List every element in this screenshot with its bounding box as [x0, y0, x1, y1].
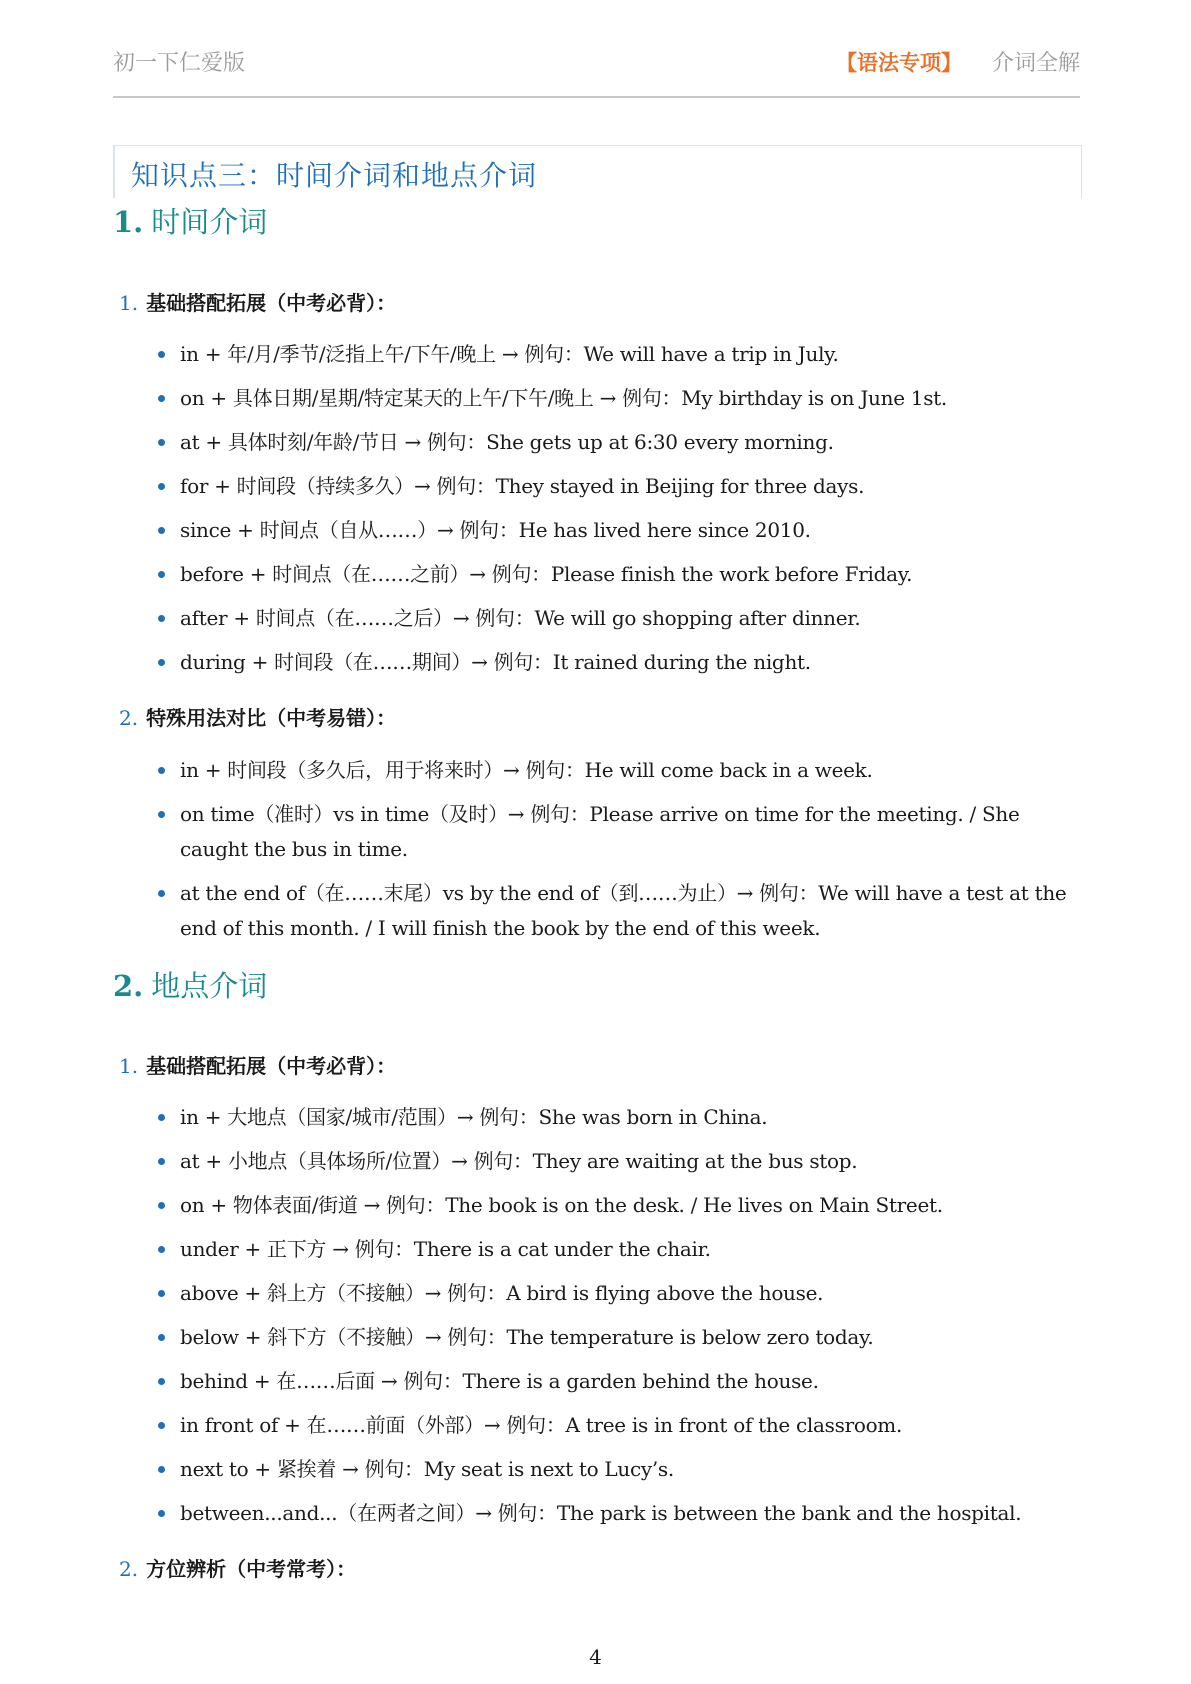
section-title: 地点介词: [151, 969, 268, 1003]
list-item: at + 小地点（具体场所/位置）→ 例句：They are waiting at the bus stop.: [158, 1144, 1083, 1179]
bullet-icon: [158, 767, 165, 774]
list-item: during + 时间段（在……期间）→ 例句：It rained during the night.: [158, 645, 1083, 680]
list-item: under + 正下方 → 例句：There is a cat under the chair.: [158, 1232, 1083, 1267]
subsection-heading: [119, 702, 396, 731]
list-item: before + 时间点（在……之前）→ 例句：Please finish the work before Friday.: [158, 557, 1083, 592]
list-item: below + 斜下方（不接触）→ 例句：The temperature is below zero today.: [158, 1320, 1083, 1355]
list-item: at the end of（在……末尾）vs by the end of（到……为止）→ 例句：We will have a test at the end of this month. / I will finish the book by the end of this week.: [158, 876, 1083, 946]
page-header: [113, 44, 1080, 98]
list-item: after + 时间点（在……之后）→ 例句：We will go shopping after dinner.: [158, 601, 1083, 636]
section-title: 时间介词: [151, 205, 268, 239]
bullet-icon: [158, 351, 165, 358]
list-item: on + 物体表面/街道 → 例句：The book is on the desk. / He lives on Main Street.: [158, 1188, 1083, 1223]
list-item: on + 具体日期/星期/特定某天的上午/下午/晚上 → 例句：My birthday is on June 1st.: [158, 381, 1083, 416]
subsection-number: 1.: [119, 291, 139, 315]
subsection-title: 基础搭配拓展（中考必背）：: [146, 1054, 397, 1078]
subsection-heading: [119, 287, 396, 316]
list-item: since + 时间点（自从……）→ 例句：He has lived here since 2010.: [158, 513, 1083, 548]
list-item: in + 年/月/季节/泛指上午/下午/晚上 → 例句：We will have a trip in July.: [158, 337, 1083, 372]
list-item: above + 斜上方（不接触）→ 例句：A bird is flying above the house.: [158, 1276, 1083, 1311]
section-number: 2.: [113, 969, 144, 1003]
header-right: [836, 46, 1080, 77]
list-item: in + 大地点（国家/城市/范围）→ 例句：She was born in China.: [158, 1100, 1083, 1135]
subsection-number: 1.: [119, 1054, 139, 1078]
header-topic-tag: 【语法专项】: [835, 51, 962, 75]
subsection-heading: [119, 1553, 356, 1582]
header-topic-title: 介词全解: [991, 51, 1080, 76]
bullet-icon: [158, 1466, 165, 1473]
bullet-icon: [158, 1246, 165, 1253]
list-item: in front of + 在……前面（外部）→ 例句：A tree is in front of the classroom.: [158, 1408, 1083, 1443]
list-item: on time（准时）vs in time（及时）→ 例句：Please arrive on time for the meeting. / She caught the bus in time.: [158, 797, 1083, 867]
section-heading-time-prepositions: [113, 200, 267, 241]
bullet-icon: [158, 527, 165, 534]
section-heading-place-prepositions: [113, 964, 267, 1005]
subsection-title: 基础搭配拓展（中考必背）：: [146, 291, 397, 315]
header-course-label: 初一下仁爱版: [113, 51, 246, 76]
knowledge-point-banner: [113, 145, 1082, 198]
bullet-icon: [158, 1422, 165, 1429]
bullet-icon: [158, 1114, 165, 1121]
page-number: 4: [589, 1645, 602, 1669]
bullet-icon: [158, 659, 165, 666]
bullet-icon: [158, 615, 165, 622]
subsection-number: 2.: [119, 1557, 139, 1581]
subsection-title: 特殊用法对比（中考易错）：: [146, 706, 397, 730]
bullet-icon: [158, 483, 165, 490]
list-item: next to + 紧挨着 → 例句：My seat is next to Lucy’s.: [158, 1452, 1083, 1487]
bullet-icon: [158, 1202, 165, 1209]
bullet-icon: [158, 1290, 165, 1297]
bullet-icon: [158, 1158, 165, 1165]
subsection-heading: [119, 1050, 396, 1079]
bullet-icon: [158, 1510, 165, 1517]
list-item: at + 具体时刻/年龄/节日 → 例句：She gets up at 6:30 every morning.: [158, 425, 1083, 460]
bullet-icon: [158, 890, 165, 897]
list-item: for + 时间段（持续多久）→ 例句：They stayed in Beijing for three days.: [158, 469, 1083, 504]
bullet-icon: [158, 1378, 165, 1385]
list-item: in + 时间段（多久后，用于将来时）→ 例句：He will come back in a week.: [158, 753, 1083, 788]
section-number: 1.: [113, 205, 144, 239]
subsection-number: 2.: [119, 706, 139, 730]
list-item: behind + 在……后面 → 例句：There is a garden behind the house.: [158, 1364, 1083, 1399]
bullet-icon: [158, 395, 165, 402]
bullet-icon: [158, 811, 165, 818]
bullet-icon: [158, 439, 165, 446]
knowledge-point-title: 知识点三：时间介词和地点介词: [131, 159, 538, 192]
bullet-icon: [158, 571, 165, 578]
list-item: between...and...（在两者之间）→ 例句：The park is between the bank and the hospital.: [158, 1496, 1083, 1531]
subsection-title: 方位辨析（中考常考）：: [146, 1557, 357, 1581]
bullet-icon: [158, 1334, 165, 1341]
